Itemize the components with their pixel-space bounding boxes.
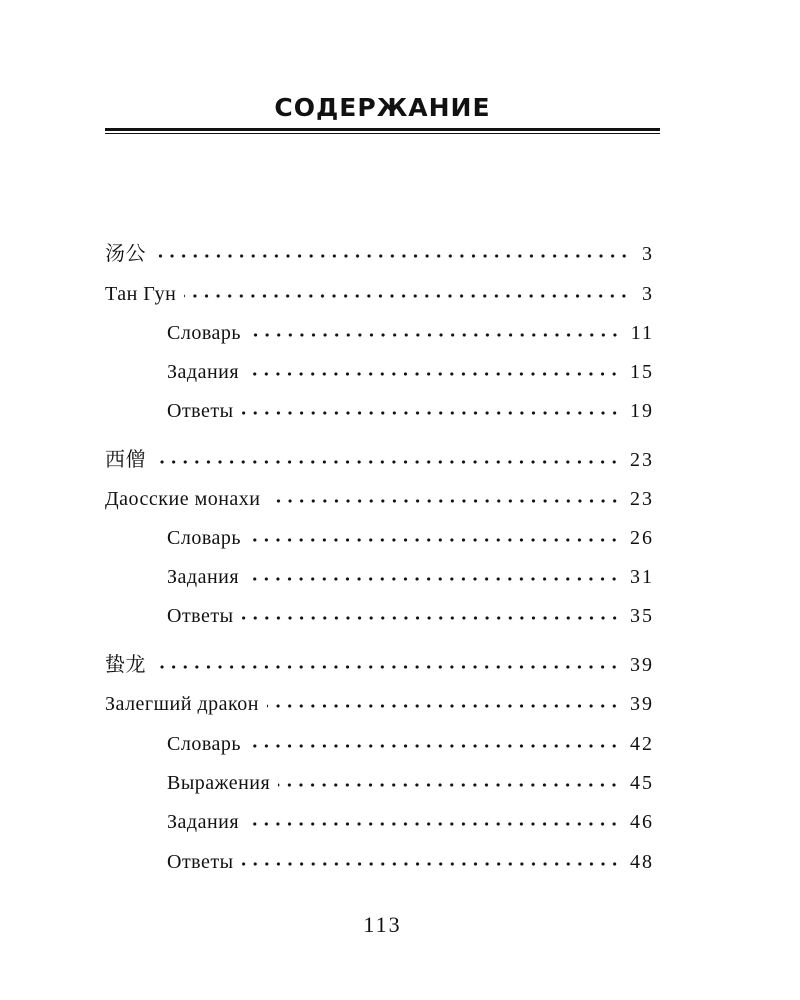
toc-entry-title: Словарь	[167, 527, 241, 549]
toc-entry-page: 3	[642, 283, 654, 305]
toc-entry-page: 45	[630, 772, 654, 794]
toc-entry-title: 蛰龙	[105, 654, 146, 676]
toc-entry-title: Ответы	[167, 400, 234, 422]
toc-entry-title: Выражения	[167, 772, 271, 794]
heading-rule-thin	[105, 133, 660, 134]
toc-entry-title: Задания	[167, 361, 240, 383]
toc-entry-page: 26	[630, 527, 654, 549]
toc-entry-page: 46	[630, 811, 654, 833]
dot-leader	[267, 703, 620, 709]
toc-entry-page: 23	[630, 449, 654, 471]
dot-leader	[242, 410, 620, 416]
toc-entry-page: 42	[630, 733, 654, 755]
dot-leader	[249, 537, 620, 543]
heading-rule-thick	[105, 128, 660, 131]
dot-leader	[269, 498, 620, 504]
dot-leader	[247, 821, 620, 827]
dot-leader	[184, 293, 630, 299]
toc-entry[interactable]	[105, 442, 654, 472]
toc-entry-title: Даосские монахи	[105, 488, 261, 510]
toc-entry[interactable]	[167, 598, 654, 628]
toc-entry[interactable]	[105, 236, 654, 266]
toc-entry[interactable]	[105, 276, 654, 306]
toc-entry-page: 35	[630, 605, 654, 627]
toc-entry[interactable]	[167, 393, 654, 423]
toc-entry[interactable]	[167, 559, 654, 589]
dot-leader	[242, 861, 620, 867]
toc-entry-page: 48	[630, 851, 654, 873]
dot-leader	[247, 576, 620, 582]
toc-entry-page: 11	[630, 322, 654, 344]
dot-leader	[154, 459, 620, 465]
toc-entry[interactable]	[167, 726, 654, 756]
toc-entry-title: Залегший дракон	[105, 693, 259, 715]
toc-entry-page: 19	[630, 400, 654, 422]
toc-entry[interactable]	[167, 804, 654, 834]
toc-entry-title: Задания	[167, 566, 240, 588]
toc-entry[interactable]	[105, 647, 654, 677]
dot-leader	[154, 664, 620, 670]
toc-entry-title: Словарь	[167, 733, 241, 755]
toc-entry[interactable]	[167, 844, 654, 874]
toc-entry-title: Ответы	[167, 605, 234, 627]
toc-entry-title: Задания	[167, 811, 240, 833]
toc-entry-page: 39	[630, 693, 654, 715]
toc-entry-page: 31	[630, 566, 654, 588]
toc-entry-title: Тан Гун	[105, 283, 177, 305]
dot-leader	[247, 371, 620, 377]
toc-entry-title: 汤公	[105, 243, 146, 265]
toc-entry-page: 3	[642, 243, 654, 265]
toc-entry-page: 39	[630, 654, 654, 676]
toc-entry-title: 西僧	[105, 449, 146, 471]
toc-entry[interactable]	[105, 686, 654, 716]
toc-entry[interactable]	[167, 765, 654, 795]
toc-entry[interactable]	[105, 481, 654, 511]
dot-leader	[278, 782, 620, 788]
toc-entry[interactable]	[167, 354, 654, 384]
toc-entry-title: Ответы	[167, 851, 234, 873]
toc-entry[interactable]	[167, 520, 654, 550]
toc-entry-title: Словарь	[167, 322, 241, 344]
page-number: 113	[363, 912, 402, 937]
toc-entry-page: 15	[630, 361, 654, 383]
toc-entry[interactable]	[167, 315, 654, 345]
dot-leader	[154, 253, 630, 259]
toc-heading: СОДЕРЖАНИЕ	[274, 93, 491, 122]
dot-leader	[249, 743, 620, 749]
dot-leader	[249, 332, 621, 338]
toc-entry-page: 23	[630, 488, 654, 510]
dot-leader	[242, 615, 620, 621]
